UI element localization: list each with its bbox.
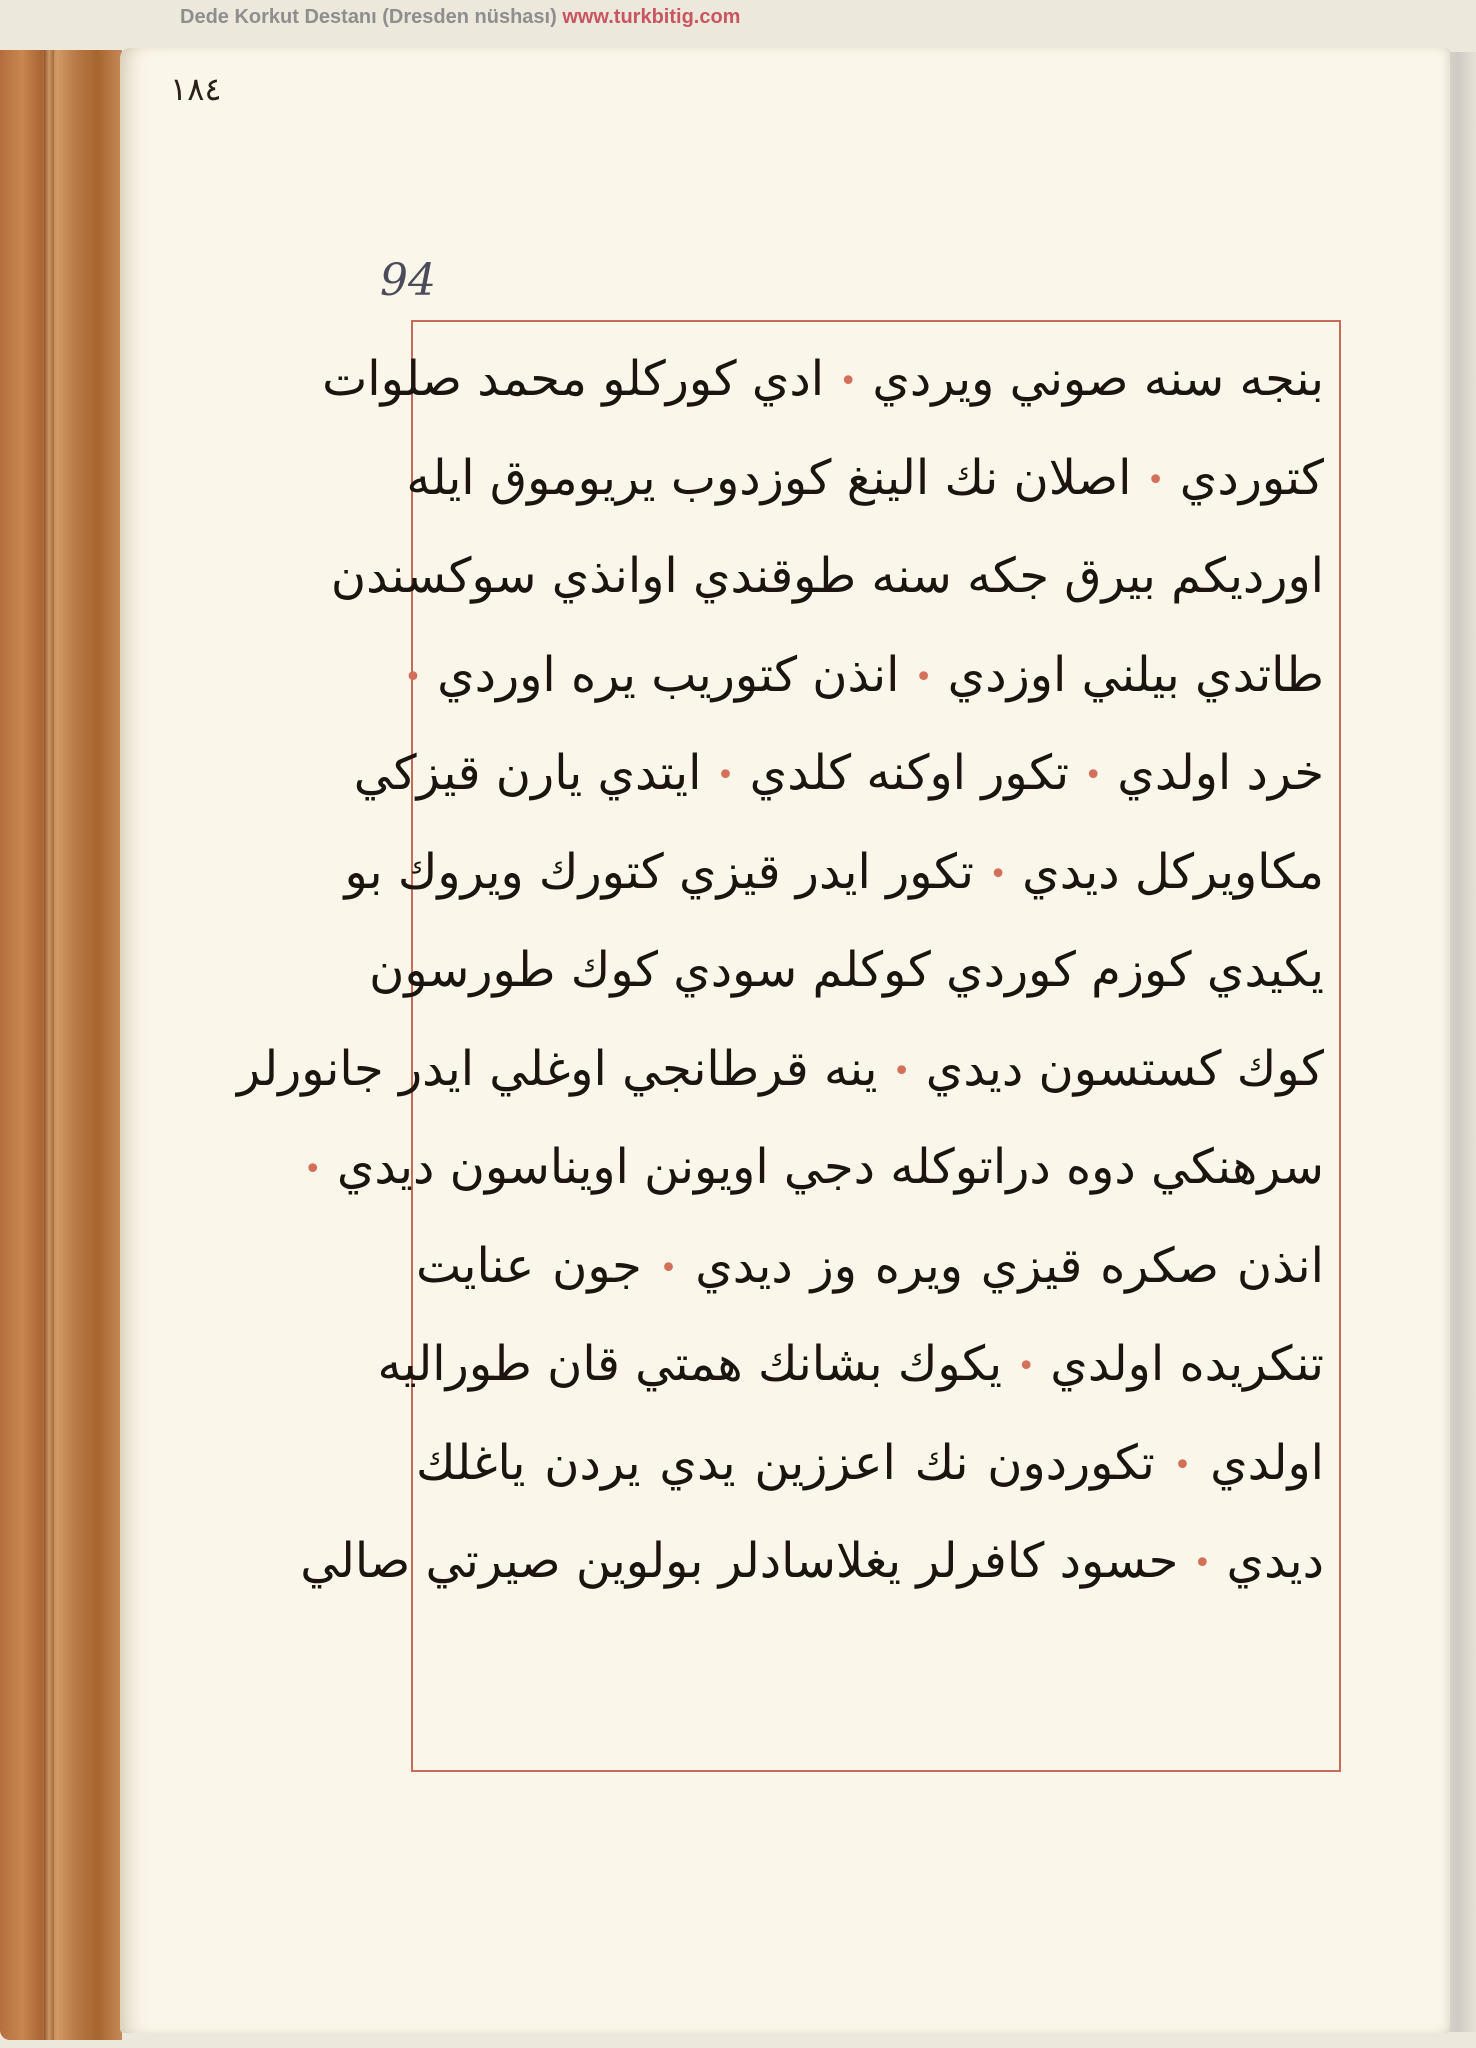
text-line-5: خرد اولدي • تكور اوكنه كلدي • ايتدي يارن قيزكي — [353, 745, 1324, 801]
manuscript-text — [236, 330, 1324, 1611]
text-line-11: تنكريده اولدي • يكوك بشانك همتي قان طوراليه — [377, 1336, 1324, 1392]
rubric-dot: • — [1173, 1447, 1192, 1483]
rubric-dot: • — [839, 363, 858, 399]
text-line-2: كتوردي • اصلان نك الينغ كوزدوب يريوموق ايله — [406, 449, 1324, 506]
watermark-title: Dede Korkut Destanı (Dresden nüshası) — [180, 6, 557, 28]
text-line-1: بنجه سنه صوني ويردي • ادي كوركلو محمد صلوات — [322, 351, 1324, 407]
rubric-dot: • — [1017, 1348, 1036, 1384]
text-line-4: طاتدي بيلني اوزدي • انذن كتوريب يره اوردي • — [404, 646, 1324, 703]
text-line-13: ديدي • حسود كافرلر يغلاسادلر بولوين صيرتي صالي — [300, 1533, 1324, 1589]
book-spine — [0, 50, 122, 2040]
watermark — [180, 6, 740, 29]
rubric-dot: • — [303, 1151, 322, 1187]
rubric-dot: • — [1193, 1545, 1212, 1581]
watermark-url[interactable]: www.turkbitig.com — [562, 6, 741, 28]
page-number: ١٨٤ — [170, 70, 222, 108]
rubric-dot: • — [892, 1053, 911, 1089]
rubric-dot: • — [716, 757, 735, 793]
text-line-7: يكيدي كوزم كوردي كوكلم سودي كوك طورسون — [369, 942, 1324, 998]
text-line-3: اورديكم بيرق جكه سنه طوقندي اوانذي سوكسندن — [330, 548, 1324, 604]
text-line-10: انذن صكره قيزي ويره وز ديدي • جون عنايت — [416, 1237, 1324, 1294]
text-line-6: مكاويركل ديدي • تكور ايدر قيزي كتورك ويروك بو — [344, 843, 1324, 900]
text-line-9: سرهنكي دوه دراتوكله دجي اويونن اويناسون ديدي • — [303, 1139, 1324, 1195]
rubric-dot: • — [1146, 462, 1165, 498]
text-line-8: كوك كستسون ديدي • ينه قرطانجي اوغلي ايدر جانورلر — [236, 1040, 1324, 1097]
text-line-12: اولدي • تكوردون نك اعززين يدي يردن ياغلك — [416, 1434, 1324, 1491]
rubric-dot: • — [989, 856, 1007, 892]
rubric-dot: • — [1084, 757, 1103, 793]
folio-number: 94 — [380, 255, 436, 306]
rubric-dot: • — [659, 1250, 678, 1286]
rubric-dot: • — [914, 659, 933, 695]
rubric-dot: • — [404, 659, 422, 695]
